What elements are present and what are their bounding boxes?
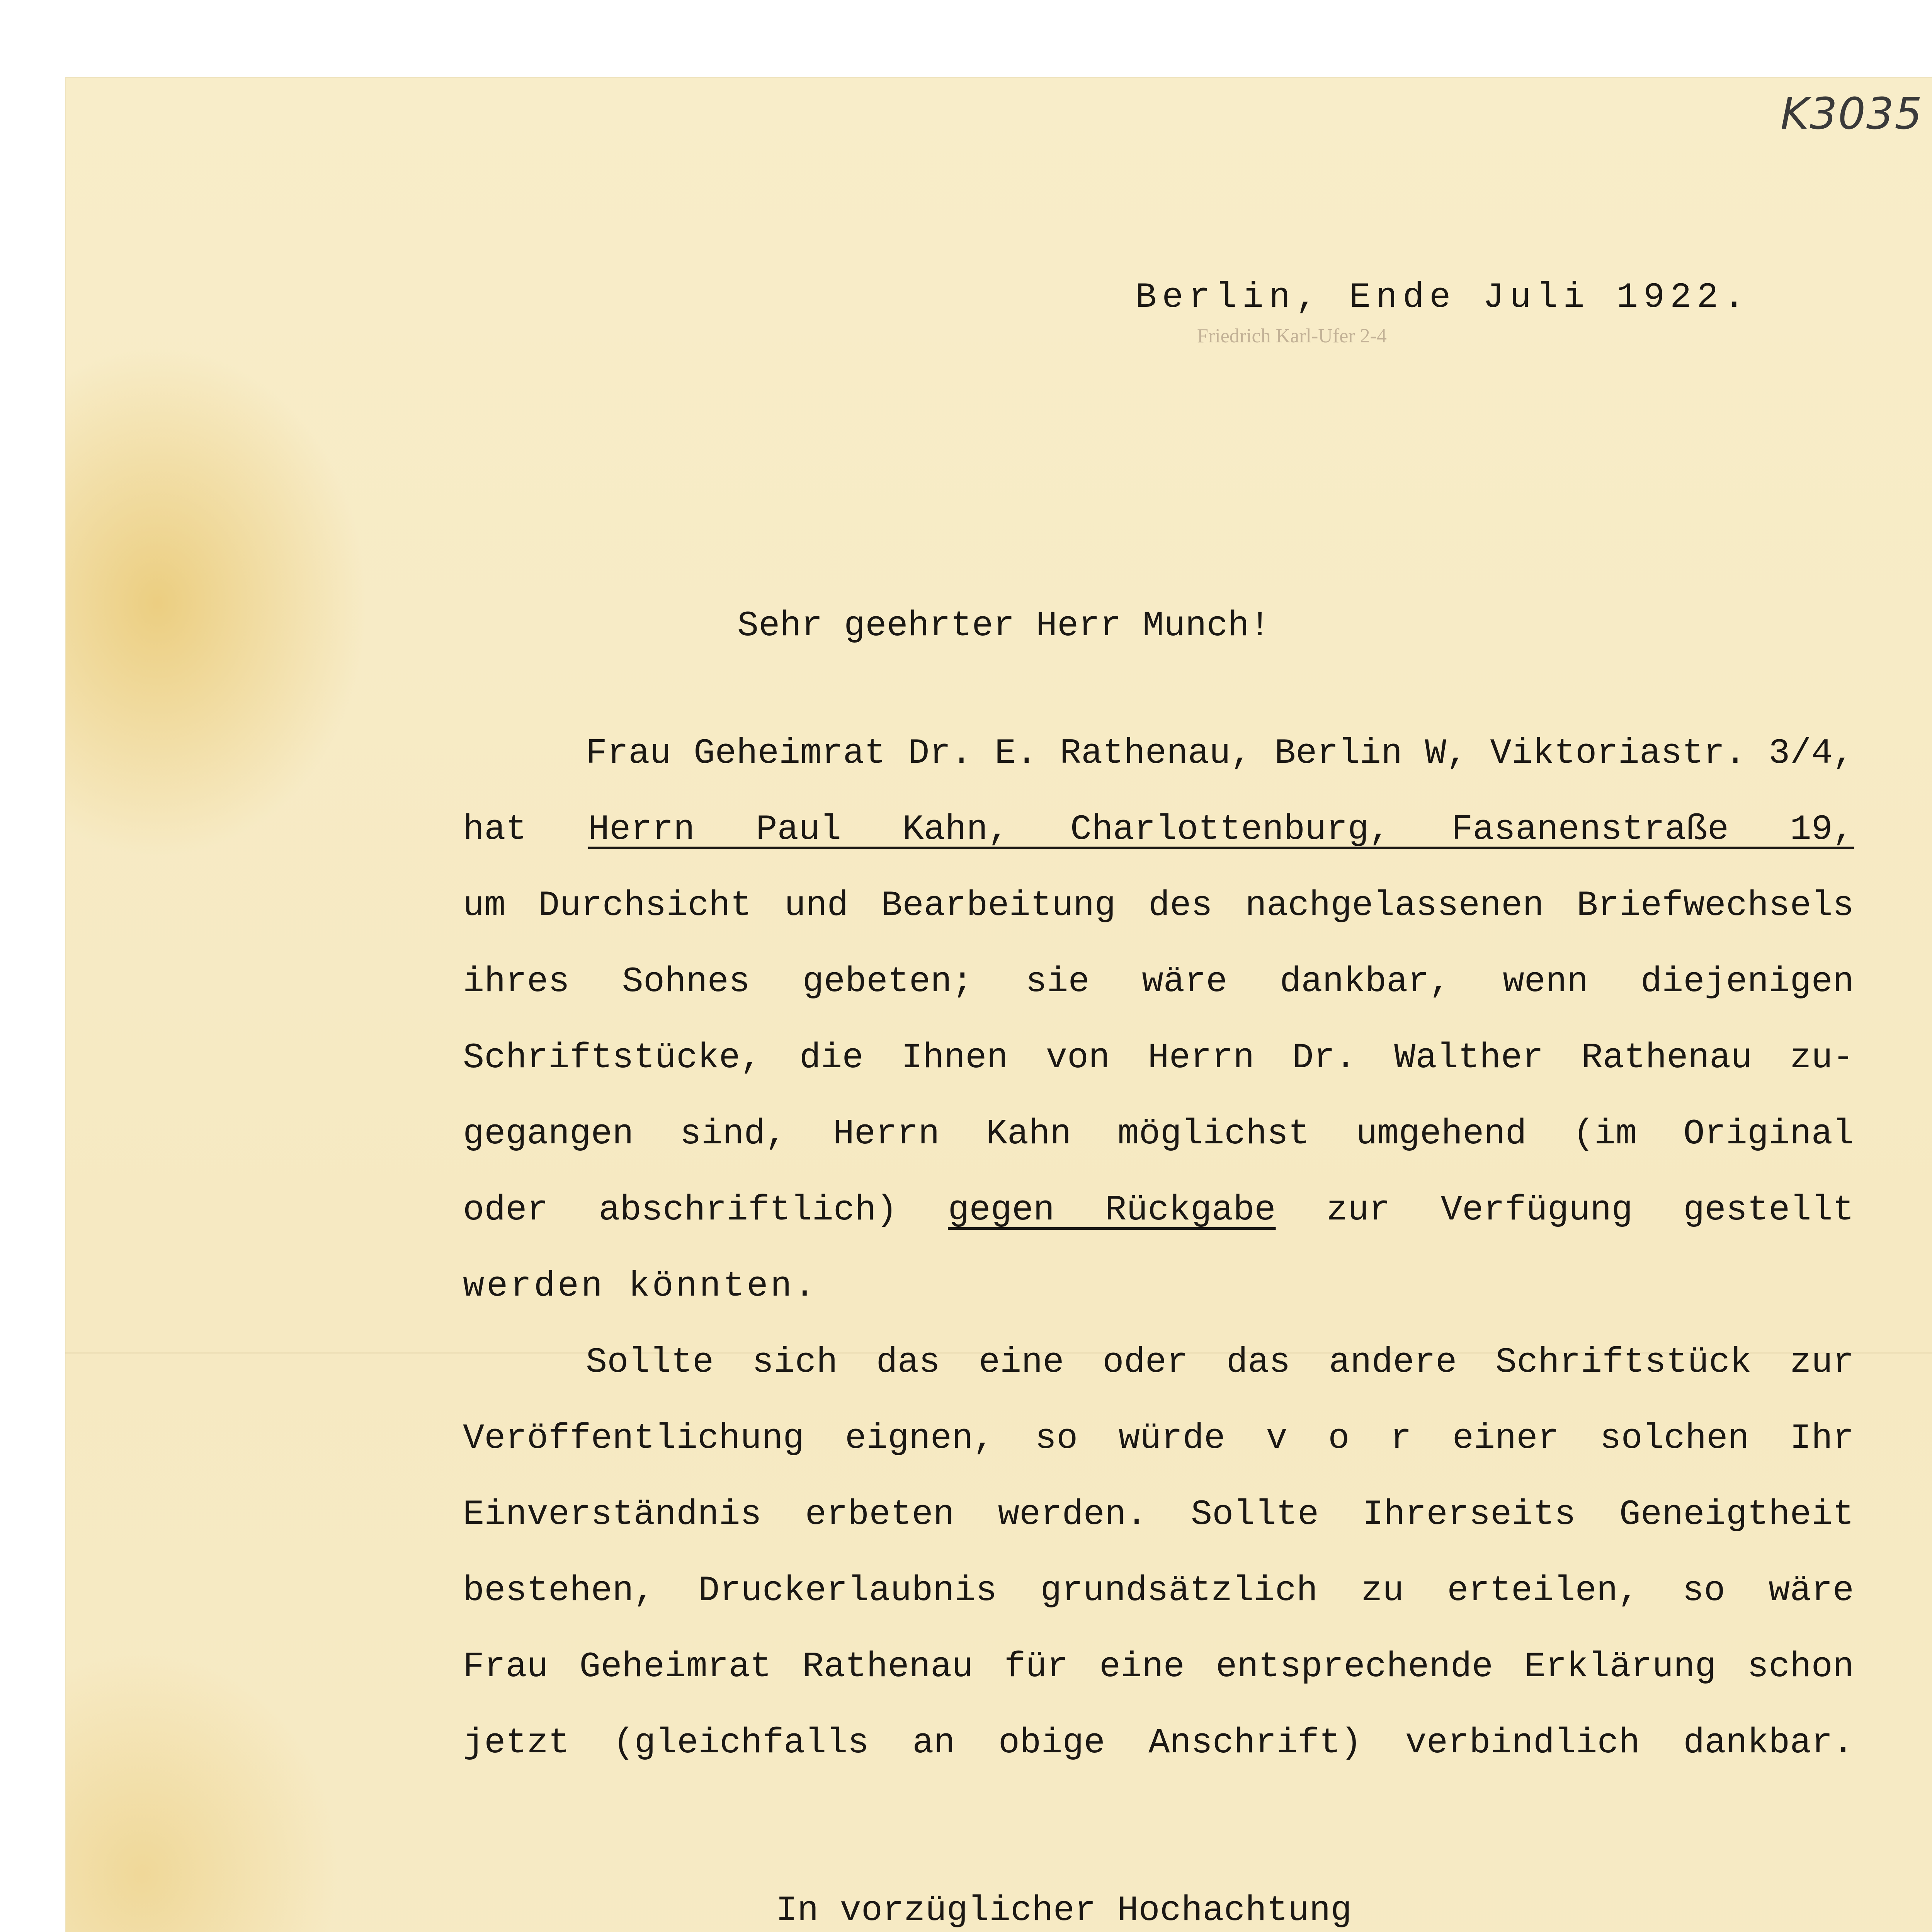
paragraph2-line6: jetzt (gleichfalls an obige Anschrift) verbindlich dankbar. xyxy=(463,1723,1854,1763)
salutation: Sehr geehrter Herr Munch! xyxy=(737,605,1271,646)
paragraph1-line7-suffix: zur Verfügung gestellt xyxy=(1326,1190,1854,1230)
paragraph2-line2: Veröffentlichung eignen, so würde v o r einer solchen Ihr xyxy=(463,1418,1854,1459)
paragraph1-line3: um Durchsicht und Bearbeitung des nachgelassenen Briefwechsels xyxy=(463,885,1854,926)
paragraph1-line2 xyxy=(463,810,1854,849)
archive-number: K3035 xyxy=(1781,89,1923,139)
paragraph1-line4: ihres Sohnes gebeten; sie wäre dankbar, wenn diejenigen xyxy=(463,961,1854,1002)
closing: In vorzüglicher Hochachtung xyxy=(776,1890,1352,1931)
paragraph2-line5: Frau Geheimrat Rathenau für eine entsprechende Erklärung schon xyxy=(463,1646,1854,1687)
paragraph1-line7 xyxy=(463,1191,1854,1230)
paragraph2-line1: Sollte sich das eine oder das andere Schriftstück zur xyxy=(586,1342,1854,1383)
place-date: Berlin, Ende Juli 1922. xyxy=(1135,277,1750,318)
address-stamp: Friedrich Karl-Ufer 2-4 xyxy=(1197,325,1387,347)
underlined-return: gegen Rückgabe xyxy=(948,1190,1276,1230)
paragraph1-line7-prefix: oder abschriftlich) xyxy=(463,1190,898,1230)
paragraph2-line3: Einverständnis erbeten werden. Sollte Ihrerseits Geneigtheit xyxy=(463,1494,1854,1535)
letter-sheet xyxy=(65,77,1932,1932)
paragraph1-line8: werden könnten. xyxy=(463,1266,818,1306)
paragraph2-line4: bestehen, Druckerlaubnis grundsätzlich zu erteilen, so wäre xyxy=(463,1570,1854,1611)
paragraph1-line1: Frau Geheimrat Dr. E. Rathenau, Berlin W, Viktoriastr. 3/4, xyxy=(586,733,1854,774)
paragraph1-line2-prefix: hat xyxy=(463,809,527,850)
paragraph1-line5: Schriftstücke, die Ihnen von Herrn Dr. Walther Rathenau zu- xyxy=(463,1037,1854,1078)
underlined-address: Herrn Paul Kahn, Charlottenburg, Fasanenstraße 19, xyxy=(588,809,1854,850)
paragraph1-line6: gegangen sind, Herrn Kahn möglichst umgehend (im Original xyxy=(463,1114,1854,1154)
